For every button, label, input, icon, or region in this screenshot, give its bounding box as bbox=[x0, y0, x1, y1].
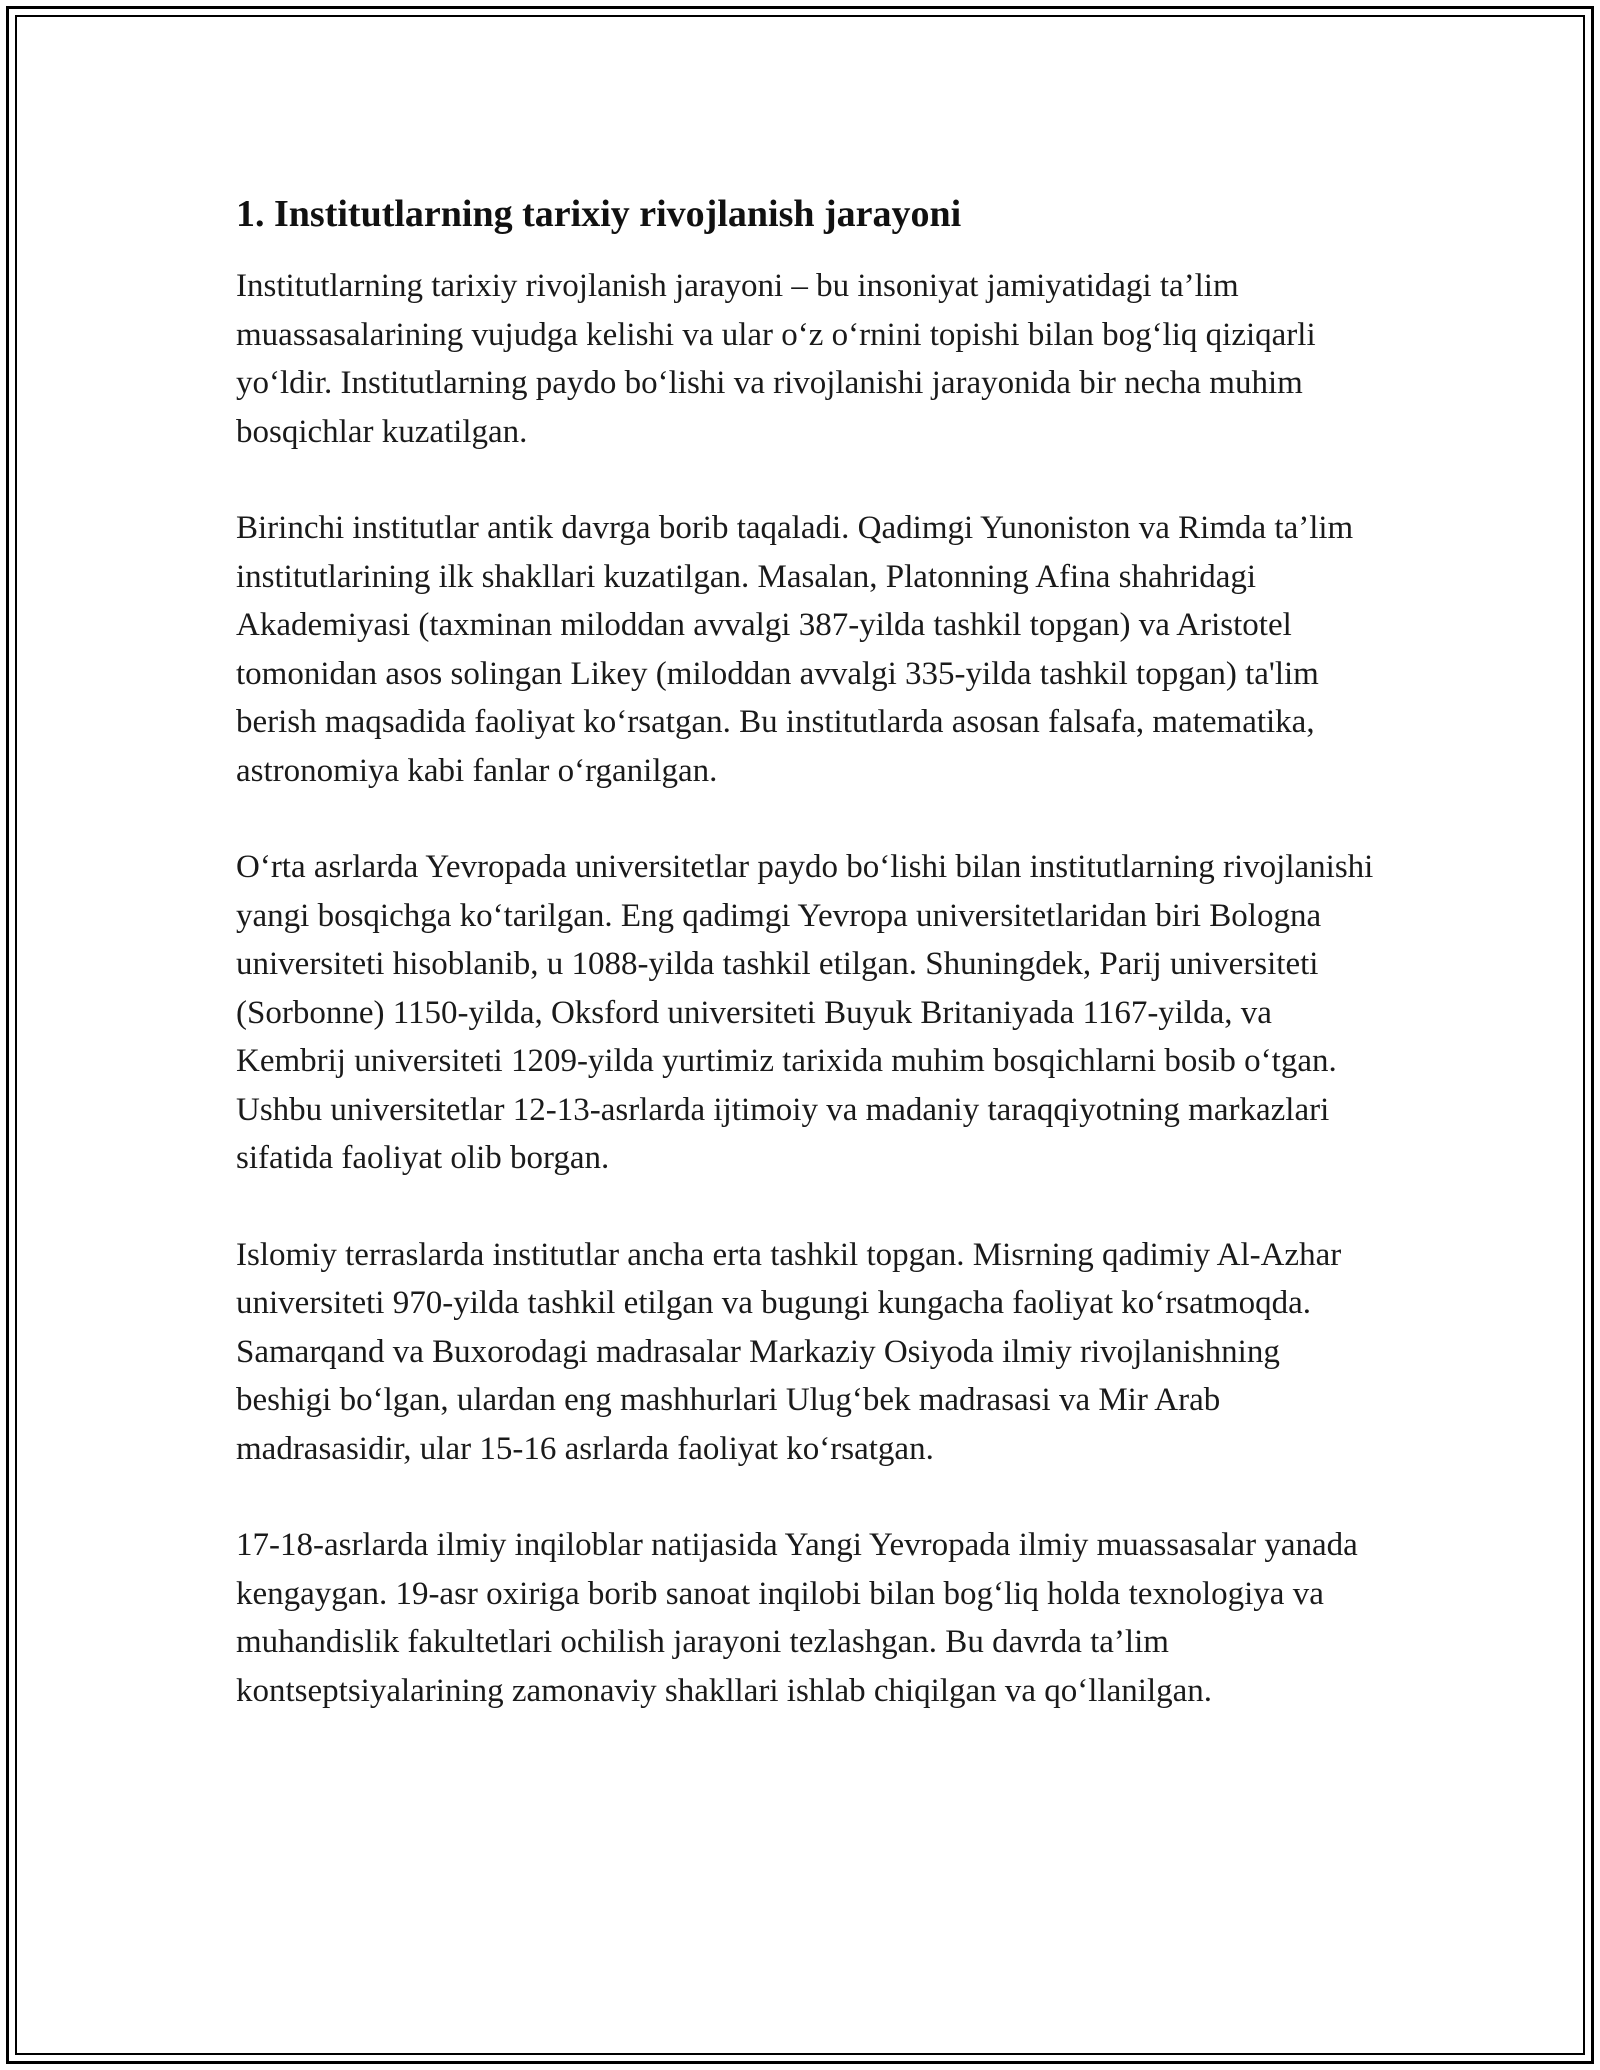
paragraph-intro: Institutlarning tarixiy rivojlanish jarayoni – bu insoniyat jamiyatidagi ta’lim muassasalarining vujudga kelishi va ular o‘z o‘rnini topishi bilan bog‘liq qiziqarli yo‘ldir. Institutlarning paydo bo‘lishi va rivojlanishi jarayonida bir necha muhim bosqichlar kuzatilgan. bbox=[236, 268, 1316, 450]
paragraph-antiquity: Birinchi institutlar antik davrga borib taqaladi. Qadimgi Yunoniston va Rimda ta’lim institutlarining ilk shakllari kuzatilgan. Masalan, Platonning Afina shahridagi Akademiyasi (taxminan miloddan avvalgi 387-yilda tashkil topgan) va Aristotel tomonidan asos solingan Likey (miloddan avvalgi 335-yilda tashkil topgan) ta'lim berish maqsadida faoliyat ko‘rsatgan. Bu institutlarda asosan falsafa, matematika, astronomiya kabi fanlar o‘rganilgan. bbox=[236, 510, 1354, 789]
section-heading: 1. Institutlarning tarixiy rivojlanish jarayoni bbox=[236, 193, 962, 235]
paragraph-islamic: Islomiy terraslarda institutlar ancha erta tashkil topgan. Misrning qadimiy Al-Azhar universiteti 970-yilda tashkil etilgan va bugungi kungacha faoliyat ko‘rsatmoqda. Samarqand va Buxorodagi madrasalar Markaziy Osiyoda ilmiy rivojlanishning beshigi bo‘lgan, ulardan eng mashhurlari Ulug‘bek madrasasi va Mir Arab madrasasidir, ular 15-16 asrlarda faoliyat ko‘rsatgan. bbox=[236, 1236, 1342, 1467]
paragraph-modern: 17-18-asrlarda ilmiy inqiloblar natijasida Yangi Yevropada ilmiy muassasalar yanada kengaygan. 19-asr oxiriga borib sanoat inqilobi bilan bog‘liq holda texnologiya va muhandislik fakultetlari ochilish jarayoni tezlashgan. Bu davrda ta’lim kontseptsiyalarining zamonaviy shakllari ishlab chiqilgan va qo‘llanilgan. bbox=[236, 1527, 1358, 1709]
paragraph-middle-ages: O‘rta asrlarda Yevropada universitetlar paydo bo‘lishi bilan institutlarning rivojlanishi yangi bosqichga ko‘tarilgan. Eng qadimgi Yevropa universitetlaridan biri Bologna universiteti hisoblanib, u 1088-yilda tashkil etilgan. Shuningdek, Parij universiteti (Sorbonne) 1150-yilda, Oksford universiteti Buyuk Britaniyada 1167-yilda, va Kembrij universiteti 1209-yilda yurtimiz tarixida muhim bosqichlarni bosib o‘tgan. Ushbu universitetlar 12-13-asrlarda ijtimoiy va madaniy taraqqiyotning markazlari sifatida faoliyat olib borgan. bbox=[236, 849, 1374, 1176]
document-body bbox=[236, 186, 1376, 1715]
